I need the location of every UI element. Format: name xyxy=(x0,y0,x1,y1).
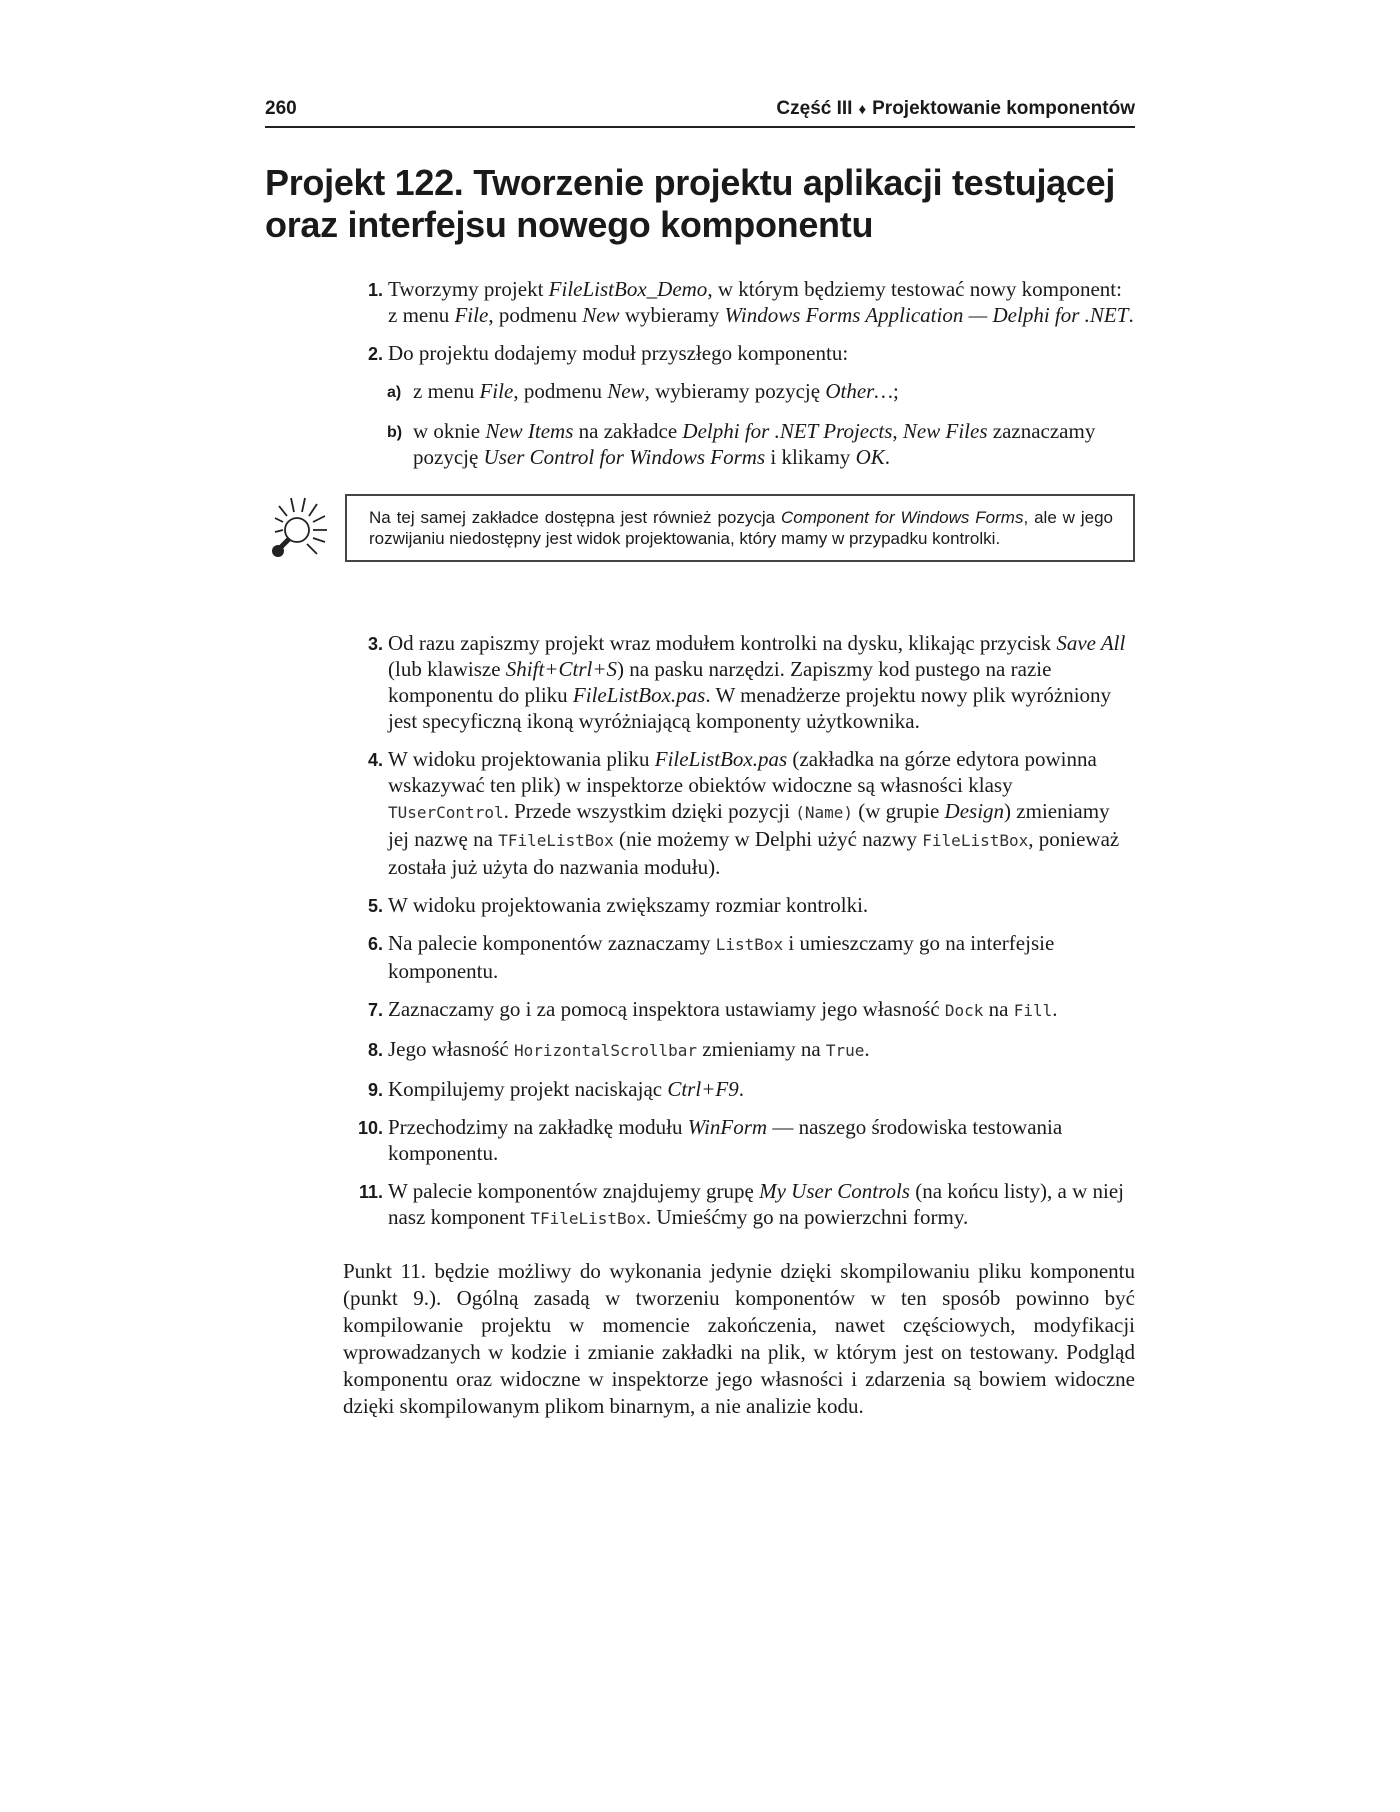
step-italic: My User Controls xyxy=(759,1179,910,1203)
title-line-2: oraz interfejsu nowego komponentu xyxy=(265,204,874,245)
step-italic: New xyxy=(582,303,620,327)
tip-note xyxy=(265,494,1135,606)
step-italic: File xyxy=(479,379,514,403)
step-italic: User Control for Windows Forms xyxy=(483,445,766,469)
step-number: 10. xyxy=(357,1118,383,1138)
lightbulb-idea-icon xyxy=(261,492,339,570)
part-label: Część III xyxy=(776,98,853,119)
step-text: Na palecie komponentów zaznaczamy xyxy=(388,931,716,955)
substep-letter: a) xyxy=(387,384,402,401)
step-text: na xyxy=(983,997,1014,1021)
step-text: wybieramy xyxy=(619,303,725,327)
step-text: (nie możemy w Delphi użyć nazwy xyxy=(613,827,923,851)
step-number: 11. xyxy=(358,1182,383,1202)
step-text: , xyxy=(892,419,903,443)
step-text: na zakładce xyxy=(573,419,683,443)
step-7 xyxy=(265,996,1135,1024)
step-text: W palecie komponentów znajdujemy grupę xyxy=(388,1179,760,1203)
step-text: z menu xyxy=(413,379,480,403)
step-text: (zakładka na górze edytora powinna wskazywać ten plik) w inspektorze obiektów widoczne są własności klasy xyxy=(388,747,1097,797)
step-text: , podmenu xyxy=(488,303,583,327)
title-line-1: Projekt 122. Tworzenie projektu aplikacji testującej xyxy=(265,162,1116,203)
tip-box xyxy=(345,494,1135,562)
step-text: . Umieśćmy go na powierzchni formy. xyxy=(645,1205,969,1229)
step-text: . xyxy=(738,1077,744,1101)
step-number: 5. xyxy=(367,896,383,916)
step-6 xyxy=(265,930,1135,984)
step-5 xyxy=(265,892,1135,918)
step-text: Do projektu dodajemy moduł przyszłego komponentu: xyxy=(388,341,849,365)
step-italic: Other… xyxy=(825,379,894,403)
substep-b xyxy=(265,418,1135,470)
step-text: , w którym będziemy testować nowy komponent: z menu xyxy=(388,277,1122,327)
step-11 xyxy=(265,1178,1135,1232)
step-text: ) zmieniamy jej nazwę na xyxy=(388,799,1110,851)
step-number: 7. xyxy=(367,1000,383,1020)
step-text: i umieszczamy go na interfejsie komponentu. xyxy=(388,931,1055,983)
code-identifier: (Name) xyxy=(795,803,853,822)
step-italic: Delphi for .NET Projects xyxy=(682,419,893,443)
step-text: . xyxy=(1128,303,1134,327)
step-text: i klikamy xyxy=(765,445,856,469)
step-italic: Shift+Ctrl+S xyxy=(505,657,617,681)
code-identifier: ListBox xyxy=(715,935,784,954)
step-text: zaznaczamy pozycję xyxy=(413,419,1096,469)
step-italic: Design xyxy=(944,799,1005,823)
step-number: 9. xyxy=(367,1080,383,1100)
substep-letter: b) xyxy=(387,424,403,441)
tip-italic: Component for Windows Forms xyxy=(781,508,1024,527)
code-identifier: True xyxy=(825,1041,865,1060)
step-italic: File xyxy=(454,303,489,327)
step-text: ) na pasku narzędzi. Zapiszmy kod pustego na razie komponentu do pliku xyxy=(388,657,1052,707)
step-text: Kompilujemy projekt naciskając xyxy=(388,1077,668,1101)
project-title xyxy=(265,162,1135,246)
step-9 xyxy=(265,1076,1135,1102)
code-identifier: HorizontalScrollbar xyxy=(513,1041,698,1060)
step-text: Jego własność xyxy=(388,1037,514,1061)
step-text: (lub klawisze xyxy=(388,657,506,681)
step-italic: FileListBox.pas xyxy=(572,683,706,707)
closing-paragraph: Punkt 11. będzie możliwy do wykonania jedynie dzięki skompilowaniu pliku komponentu (punkt 9.). Ogólną zasadą w tworzeniu komponentów w ten sposób powinno być kompilowanie projektu w momencie zakończenia, nawet częściowych, modyfikacji wprowadzanych w kodzie i zmianie zakładki na plik, w którym jest on testowany. Podgląd komponentu oraz widoczne w inspektorze jego własności i zdarzenia są bowiem widoczne dzięki skompilowanym plikom binarnym, a nie analizie kodu. xyxy=(343,1259,1135,1418)
substep-a xyxy=(265,378,1135,404)
step-3 xyxy=(265,630,1135,734)
step-1 xyxy=(265,276,1135,328)
step-text: , ponieważ została już użyta do nazwania modułu). xyxy=(388,827,1120,879)
step-italic: FileListBox.pas xyxy=(654,747,788,771)
step-4 xyxy=(265,746,1135,880)
step-number: 2. xyxy=(367,344,383,364)
step-number: 3. xyxy=(367,634,383,654)
step-text: W widoku projektowania pliku xyxy=(388,747,655,771)
step-italic: OK xyxy=(855,445,885,469)
step-text: W widoku projektowania zwiększamy rozmiar kontrolki. xyxy=(388,893,869,917)
step-2 xyxy=(265,340,1135,366)
step-text: Od razu zapiszmy projekt wraz modułem kontrolki na dysku, klikając przycisk xyxy=(388,631,1057,655)
step-text: . xyxy=(884,445,890,469)
step-text: . xyxy=(1052,997,1058,1021)
code-identifier: TFileListBox xyxy=(530,1209,646,1228)
code-identifier: Dock xyxy=(944,1001,984,1020)
step-text: . Przede wszystkim dzięki pozycji xyxy=(503,799,796,823)
step-text: — naszego środowiska testowania komponentu. xyxy=(388,1115,1063,1165)
step-8 xyxy=(265,1036,1135,1064)
running-header xyxy=(265,98,1135,128)
step-italic: WinForm xyxy=(687,1115,768,1139)
step-italic: Save All xyxy=(1056,631,1126,655)
code-identifier: FileListBox xyxy=(922,831,1029,850)
step-text: (na końcu listy), a w niej nasz komponent xyxy=(388,1179,1125,1229)
step-text: . xyxy=(864,1037,870,1061)
step-number: 8. xyxy=(367,1040,383,1060)
code-identifier: Fill xyxy=(1013,1001,1053,1020)
step-italic: New xyxy=(607,379,645,403)
step-text: , podmenu xyxy=(513,379,608,403)
tip-text: Na tej samej zakładce dostępna jest również pozycja xyxy=(369,508,782,527)
step-text: Przechodzimy na zakładkę modułu xyxy=(388,1115,688,1139)
diamond-separator: ♦ xyxy=(858,101,867,118)
step-number: 6. xyxy=(367,934,383,954)
step-italic: New Files xyxy=(902,419,988,443)
step-text: . W menadżerze projektu nowy plik wyróżniony jest specyficzną ikoną wyróżniającą komponenty użytkownika. xyxy=(388,683,1112,733)
step-italic: FileListBox_Demo xyxy=(548,277,708,301)
step-number: 1. xyxy=(367,280,383,300)
step-list xyxy=(265,276,1135,1232)
step-text: zmieniamy na xyxy=(697,1037,826,1061)
step-text: ; xyxy=(893,379,899,403)
step-text: Tworzymy projekt xyxy=(388,277,549,301)
code-identifier: TFileListBox xyxy=(498,831,614,850)
code-identifier: TUserControl xyxy=(388,803,504,822)
step-text: Zaznaczamy go i za pomocą inspektora ustawiamy jego własność xyxy=(388,997,945,1021)
step-10 xyxy=(265,1114,1135,1166)
step-italic: Ctrl+F9 xyxy=(667,1077,739,1101)
book-page xyxy=(265,98,1135,1441)
step-number: 4. xyxy=(367,750,383,770)
step-italic: Windows Forms Application — Delphi for .NET xyxy=(724,303,1129,327)
chapter-label: Projektowanie komponentów xyxy=(872,98,1135,119)
chapter-header xyxy=(776,98,1135,120)
step-text: (w grupie xyxy=(852,799,945,823)
step-italic: New Items xyxy=(485,419,574,443)
page-number: 260 xyxy=(265,98,297,119)
tip-text: , ale w jego rozwijaniu niedostępny jest widok projektowania, który mamy w przypadku kontrolki. xyxy=(369,508,1114,548)
step-text: w oknie xyxy=(413,419,486,443)
step-text: , wybieramy pozycję xyxy=(644,379,826,403)
